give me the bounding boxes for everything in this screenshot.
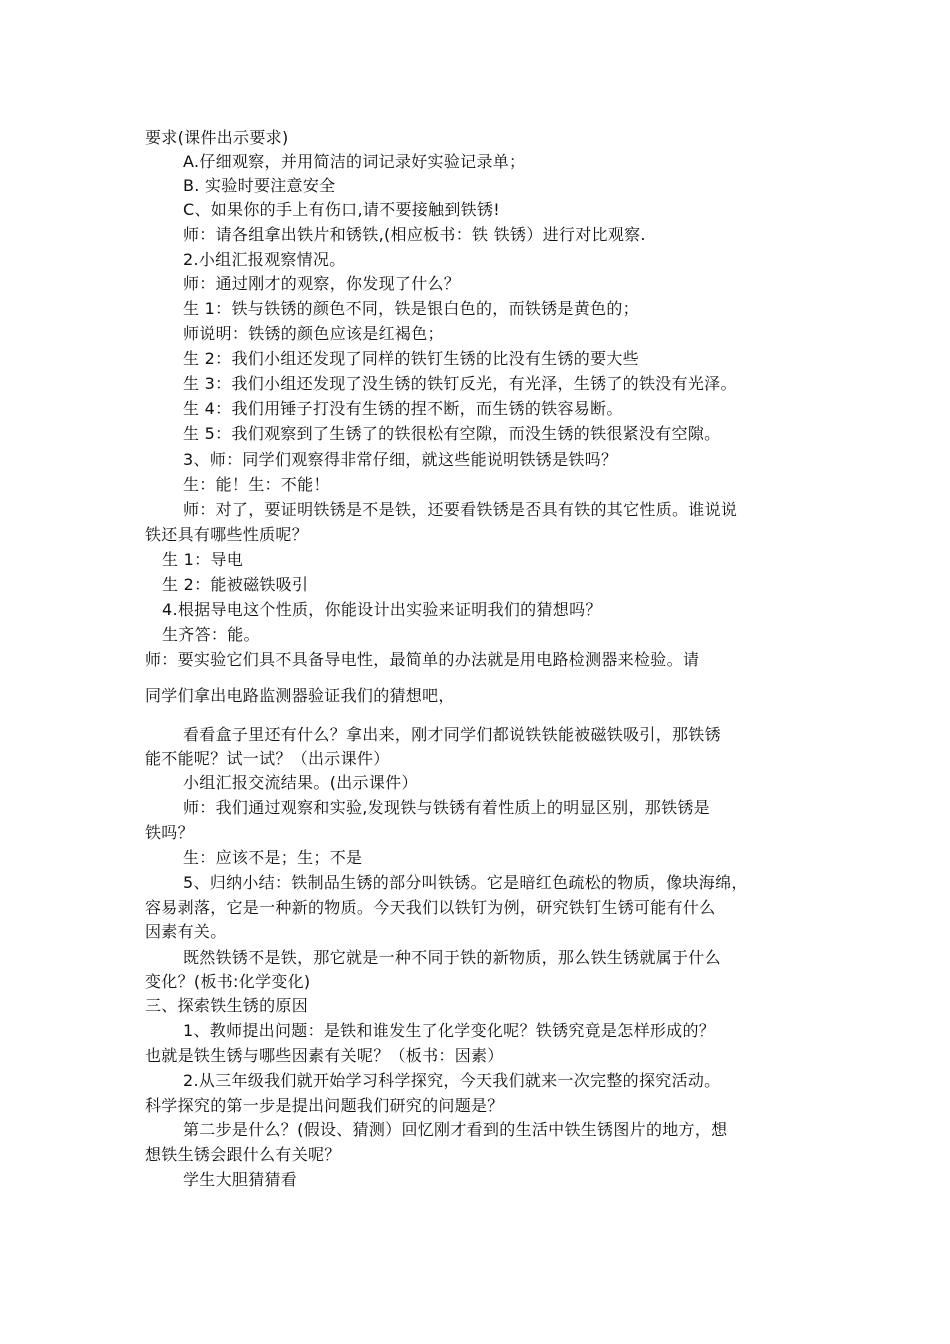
text-line: 生 2：我们小组还发现了同样的铁钉生锈的比没有生锈的要大些 bbox=[183, 349, 639, 368]
text-line: 师：我们通过观察和实验,发现铁与铁锈有着性质上的明显区别，那铁锈是 bbox=[183, 798, 710, 817]
text-line: 1、教师提出问题：是铁和谁发生了化学变化呢？铁锈究竟是怎样形成的？ bbox=[183, 1021, 716, 1040]
text-line: 第二步是什么？(假设、猜测）回忆刚才看到的生活中铁生锈图片的地方，想 bbox=[183, 1120, 728, 1139]
text-line: 看看盒子里还有什么？拿出来，刚才同学们都说铁铁能被磁铁吸引，那铁锈 bbox=[183, 725, 721, 744]
text-line: 5、归纳小结：铁制品生锈的部分叫铁锈。它是暗红色疏松的物质，像块海绵， bbox=[183, 873, 748, 892]
text-line: C、如果你的手上有伤口,请不要接触到铁锈! bbox=[183, 200, 500, 219]
text-line: 学生大胆猜猜看 bbox=[183, 1170, 298, 1189]
text-line: 铁还具有哪些性质呢？ bbox=[145, 525, 309, 544]
text-line: 生齐答：能。 bbox=[162, 625, 260, 644]
text-line: 容易剥落，它是一种新的物质。今天我们以铁钉为例，研究铁钉生锈可能有什么 bbox=[145, 898, 716, 917]
text-line: 想铁生锈会跟什么有关呢？ bbox=[145, 1145, 341, 1164]
text-line: 因素有关。 bbox=[145, 922, 227, 941]
text-line: 师：通过刚才的观察，你发现了什么？ bbox=[183, 274, 461, 293]
text-line: 也就是铁生锈与哪些因素有关呢？（板书：因素） bbox=[145, 1046, 504, 1065]
text-line: 生 2：能被磁铁吸引 bbox=[162, 575, 309, 594]
text-line: 科学探究的第一步是提出问题我们研究的问题是？ bbox=[145, 1096, 504, 1115]
text-line: A.仔细观察，并用简洁的词记录好实验记录单； bbox=[183, 152, 526, 171]
text-line: 生 3：我们小组还发现了没生锈的铁钉反光，有光泽，生锈了的铁没有光泽。 bbox=[183, 374, 737, 393]
text-line: 既然铁锈不是铁，那它就是一种不同于铁的新物质，那么铁生锈就属于什么 bbox=[183, 948, 721, 967]
text-line: 师：请各组拿出铁片和锈铁,(相应板书：铁 铁锈）进行对比观察. bbox=[183, 225, 646, 244]
text-line: 生 5：我们观察到了生锈了的铁很松有空隙，而没生锈的铁很紧没有空隙。 bbox=[183, 424, 721, 443]
text-line: 生：能！生：不能！ bbox=[183, 475, 330, 494]
text-line: 师：要实验它们具不具备导电性，最简单的办法就是用电路检测器来检验。请 bbox=[145, 650, 700, 669]
text-line: 3、师：同学们观察得非常仔细，就这些能说明铁锈是铁吗？ bbox=[183, 450, 618, 469]
text-line: 能不能呢？试一试？（出示课件） bbox=[145, 749, 390, 768]
text-line: 生：应该不是；生；不是 bbox=[183, 848, 363, 867]
text-line: 生 1：导电 bbox=[162, 550, 244, 569]
text-line: 小组汇报交流结果。(出示课件） bbox=[183, 773, 418, 792]
text-line: 同学们拿出电路监测器验证我们的猜想吧， bbox=[145, 686, 455, 705]
text-line: 2.从三年级我们就开始学习科学探究，今天我们就来一次完整的探究活动。 bbox=[183, 1071, 721, 1090]
text-line: 4.根据导电这个性质，你能设计出实验来证明我们的猜想吗？ bbox=[162, 600, 602, 619]
text-line: B. 实验时要注意安全 bbox=[183, 176, 336, 195]
text-line: 师：对了，要证明铁锈是不是铁，还要看铁锈是否具有铁的其它性质。谁说说 bbox=[183, 500, 738, 519]
text-line: 2.小组汇报观察情况。 bbox=[183, 250, 346, 269]
text-line: 师说明：铁锈的颜色应该是红褐色； bbox=[183, 324, 444, 343]
section-heading: 三、探索铁生锈的原因 bbox=[145, 996, 309, 1015]
text-line: 铁吗？ bbox=[145, 823, 194, 842]
text-line: 生 1：铁与铁锈的颜色不同，铁是银白色的，而铁锈是黄色的； bbox=[183, 299, 639, 318]
text-line: 要求(课件出示要求) bbox=[145, 128, 289, 147]
text-line: 生 4：我们用锤子打没有生锈的捏不断，而生锈的铁容易断。 bbox=[183, 399, 623, 418]
text-line: 变化？(板书:化学变化) bbox=[145, 972, 311, 991]
